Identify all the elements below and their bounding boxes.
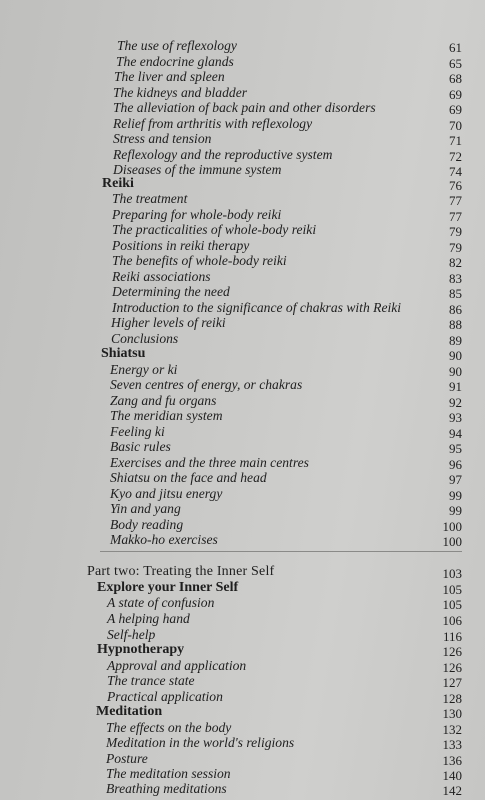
toc-entry: The meridian system: [110, 408, 223, 423]
toc-page-number: 79: [449, 240, 462, 255]
toc-entry: Positions in reiki therapy: [112, 238, 250, 253]
toc-page-number: 88: [449, 317, 462, 332]
toc-page-number: 69: [449, 87, 462, 102]
toc-entry: Preparing for whole-body reiki: [112, 207, 282, 222]
toc-page-number: 142: [442, 783, 462, 798]
toc-page-number: 92: [449, 395, 462, 410]
toc-page-number: 126: [442, 660, 462, 675]
toc-entry: Diseases of the immune system: [113, 162, 282, 177]
toc-page-number: 89: [449, 333, 462, 348]
section-heading-hypnotherapy: Hypnotherapy: [97, 642, 185, 657]
toc-page-number: 72: [449, 149, 462, 164]
toc-entry: The endocrine glands: [116, 54, 234, 69]
toc-entry: The treatment: [112, 191, 188, 206]
toc-entry: The alleviation of back pain and other disorders: [113, 100, 376, 115]
toc-entry: Body reading: [110, 517, 184, 532]
toc-entry: Higher levels of reiki: [111, 315, 226, 330]
toc-entry: A helping hand: [107, 611, 190, 626]
toc-page-number: 71: [449, 133, 462, 148]
toc-page-number: 77: [449, 193, 462, 208]
toc-page-number: 128: [442, 691, 462, 706]
toc-page-number: 96: [449, 457, 462, 472]
toc-page-number: 126: [442, 644, 462, 659]
toc-entry: Introduction to the significance of chakras with Reiki: [112, 300, 402, 315]
toc-page-number: 95: [449, 441, 462, 456]
toc-page-number: 127: [442, 675, 462, 690]
toc-page-number: 136: [442, 753, 462, 768]
toc-entry: Meditation in the world's religions: [106, 735, 295, 750]
toc-page-number: 132: [442, 722, 462, 737]
toc-page-number: 105: [442, 582, 462, 597]
toc-page-number: 94: [449, 426, 462, 441]
toc-entry: The trance state: [107, 673, 195, 688]
toc-entry: The liver and spleen: [114, 69, 225, 84]
toc-entry: Shiatsu on the face and head: [110, 470, 267, 485]
toc-entry: The practicalities of whole-body reiki: [112, 222, 317, 237]
toc-entry: Reflexology and the reproductive system: [113, 147, 333, 162]
toc-page-number: 91: [449, 379, 462, 394]
toc-page-number: 90: [449, 364, 462, 379]
toc-entry: Zang and fu organs: [110, 393, 217, 408]
section-heading-meditation: Meditation: [96, 704, 163, 719]
toc-page-number: 86: [449, 302, 462, 317]
section-heading-reiki: Reiki: [102, 176, 134, 191]
toc-entry: Relief from arthritis with reflexology: [113, 116, 313, 131]
part-heading: Part two: Treating the Inner Self: [87, 564, 275, 579]
toc-page-number: 82: [449, 255, 462, 270]
toc-entry: Stress and tension: [113, 131, 212, 146]
toc-page-number: 116: [442, 629, 462, 644]
toc-entry: Breathing meditations: [106, 781, 227, 796]
toc-page-number: 140: [442, 768, 462, 783]
toc-page-number: 103: [442, 566, 462, 581]
toc-page-number: 90: [449, 348, 462, 363]
toc-entry: Makko-ho exercises: [110, 532, 218, 547]
toc-entry: Reiki associations: [112, 269, 211, 284]
toc-page-number: 77: [449, 209, 462, 224]
toc-entry: The benefits of whole-body reiki: [112, 253, 287, 268]
toc-entry: Feeling ki: [110, 424, 165, 439]
toc-page-number: 85: [449, 286, 462, 301]
toc-page-number: 133: [442, 737, 462, 752]
divider: [100, 551, 462, 552]
toc-entry: Approval and application: [107, 658, 247, 673]
toc-page-number: 79: [449, 224, 462, 239]
toc-entry: Kyo and jitsu energy: [110, 486, 223, 501]
toc-page-number: 83: [449, 271, 462, 286]
toc-page-number: 105: [442, 597, 462, 612]
toc-page-number: 74: [449, 164, 462, 179]
toc-page-number: 68: [449, 71, 462, 86]
toc-page-number: 65: [449, 56, 462, 71]
toc-page-number: 100: [442, 519, 462, 534]
toc-entry: A state of confusion: [107, 595, 215, 610]
toc-entry: The effects on the body: [106, 720, 232, 735]
toc-entry: Determining the need: [112, 284, 230, 299]
toc-page-number: 100: [442, 534, 462, 549]
toc-entry: The use of reflexology: [117, 38, 237, 53]
toc-entry: Energy or ki: [110, 362, 178, 377]
toc-page-number: 106: [442, 613, 462, 628]
toc-page-number: 69: [449, 102, 462, 117]
section-heading-inner-self: Explore your Inner Self: [97, 580, 239, 595]
toc-page-number: 70: [449, 118, 462, 133]
toc-page-number: 97: [449, 472, 462, 487]
toc-entry: Conclusions: [111, 331, 179, 346]
toc-page-number: 99: [449, 488, 462, 503]
toc-entry: Self-help: [107, 627, 156, 642]
toc-entry: Basic rules: [110, 439, 171, 454]
toc-entry: Exercises and the three main centres: [110, 455, 309, 470]
toc-entry: Seven centres of energy, or chakras: [110, 377, 303, 392]
toc-page-number: 93: [449, 410, 462, 425]
toc-entry: Posture: [106, 751, 148, 766]
toc-page-number: 76: [449, 178, 462, 193]
toc-page-number: 130: [442, 706, 462, 721]
toc-entry: Yin and yang: [110, 501, 181, 516]
toc-entry: The kidneys and bladder: [113, 85, 248, 100]
section-heading-shiatsu: Shiatsu: [101, 346, 146, 361]
toc-entry: The meditation session: [106, 766, 231, 781]
toc-page-number: 61: [449, 40, 462, 55]
toc-page-number: 99: [449, 503, 462, 518]
toc-entry: Practical application: [107, 689, 223, 704]
